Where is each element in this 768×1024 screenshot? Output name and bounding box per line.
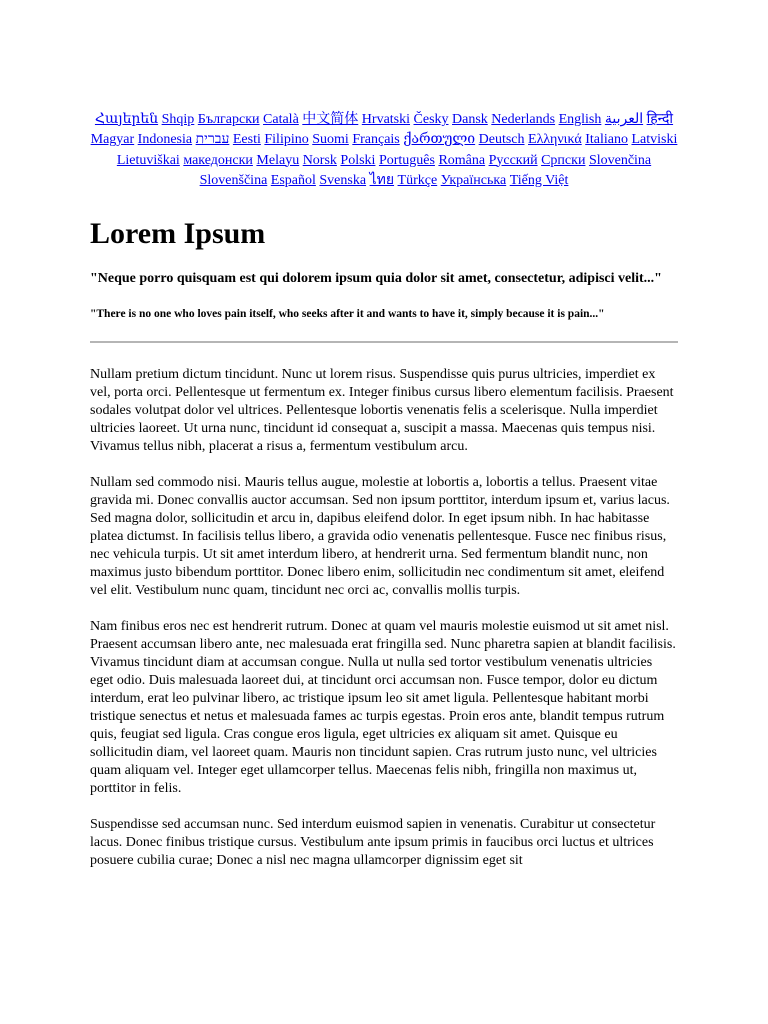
language-link[interactable]: Slovenčina bbox=[588, 152, 652, 168]
divider bbox=[90, 341, 678, 343]
language-link[interactable]: Latviski bbox=[631, 132, 678, 148]
latin-quote: "Neque porro quisquam est qui dolorem ipsum quia dolor sit amet, consectetur, adipisci velit..." bbox=[90, 271, 662, 287]
language-link[interactable]: Español bbox=[270, 172, 316, 188]
language-link[interactable]: Tiếng Việt bbox=[509, 172, 569, 188]
language-link[interactable]: עברית bbox=[195, 132, 230, 148]
body-paragraph: Nam finibus eros nec est hendrerit rutrum. Donec at quam vel mauris molestie euismod ut sit amet nisl. Praesent accumsan libero ante, nec malesuada erat fringilla sed. Nunc pharetra sapien at blandit facilisis. Vivamus tincidunt diam at accumsan congue. Nulla ut nulla sed tortor vestibulum venenatis ultricies eget odio. Duis malesuada laoreet dui, at tincidunt orci accumsan non. Fusce tempor, dolor eu dictum interdum, erat leo pulvinar libero, ac tristique ipsum leo sit amet ligula. Pellentesque habitant morbi tristique senectus et netus et malesuada fames ac turpis egestas. Proin eros ante, blandit tempus rutrum quis, feugiat sed ligula. Cras congue eros ligula, eget ultricies ex aliquam sit amet. Quisque eu sollicitudin diam, vel laoreet quam. Mauris non tincidunt sapien. Cras rutrum justo nunc, vel ultricies quam aliquam vel. Integer eget ullamcorper tellus. Maecenas felis nibh, fringilla non maximus ut, porttitor in felis. bbox=[90, 619, 676, 797]
language-link[interactable]: македонски bbox=[183, 152, 253, 168]
language-link[interactable]: Ελληνικά bbox=[528, 132, 582, 148]
language-link[interactable]: Polski bbox=[340, 152, 376, 168]
body-paragraph: Suspendisse sed accumsan nunc. Sed interdum euismod sapien in venenatis. Curabitur ut consectetur lacus. Donec finibus tristique cursus. Vestibulum ante ipsum primis in faucibus orci luctus et ultrices posuere cubilia curae; Donec a nisl nec magna ullamcorper dignissim eget sit bbox=[90, 817, 656, 869]
language-link[interactable]: 中文简体 bbox=[302, 112, 359, 127]
language-link[interactable]: ქართული bbox=[403, 132, 476, 148]
language-link[interactable]: العربية bbox=[604, 112, 644, 127]
page-title: Lorem Ipsum bbox=[90, 217, 266, 251]
english-quote: "There is no one who loves pain itself, who seeks after it and wants to have it, simply because it is pain..." bbox=[90, 308, 605, 321]
body-paragraph: Nullam pretium dictum tincidunt. Nunc ut lorem risus. Suspendisse quis purus ultricies, imperdiet ex vel, porta orci. Pellentesque ut fermentum ex. Integer finibus cursus libero elementum facilisis. Praesent sodales volutpat dolor vel ultrices. Pellentesque lobortis venenatis felis a scelerisque. Nulla imperdiet ultricies laoreet. Ut urna nunc, tincidunt id consequat a, suscipit a massa. Maecenas quis tempus nisi. Vivamus tellus nibh, placerat a risus a, fermentum vestibulum arcu. bbox=[90, 367, 674, 455]
language-link[interactable]: Pусский bbox=[488, 152, 538, 168]
language-link[interactable]: Norsk bbox=[302, 152, 337, 168]
language-link[interactable]: Eesti bbox=[232, 132, 261, 148]
language-link[interactable]: Dansk bbox=[452, 112, 488, 127]
language-link[interactable]: Српски bbox=[541, 152, 586, 168]
language-link[interactable]: Magyar bbox=[90, 132, 135, 148]
language-links bbox=[90, 110, 678, 191]
language-link[interactable]: Nederlands bbox=[491, 112, 556, 127]
language-link[interactable]: Deutsch bbox=[478, 132, 525, 148]
language-link[interactable]: Filipino bbox=[264, 132, 309, 148]
language-link[interactable]: Česky bbox=[413, 112, 449, 127]
language-link[interactable]: Català bbox=[263, 112, 299, 127]
language-link[interactable]: Български bbox=[197, 112, 260, 127]
language-link[interactable]: Հայերեն bbox=[94, 112, 159, 127]
language-link[interactable]: Français bbox=[352, 132, 400, 148]
language-link[interactable]: Türkçe bbox=[397, 172, 438, 188]
language-link[interactable]: Melayu bbox=[256, 152, 300, 168]
language-link[interactable]: Українська bbox=[440, 172, 507, 188]
language-link[interactable]: Slovenščina bbox=[199, 172, 268, 188]
language-link[interactable]: Româna bbox=[438, 152, 486, 168]
language-link[interactable]: Português bbox=[378, 152, 435, 168]
language-link[interactable]: Suomi bbox=[312, 132, 349, 148]
language-link[interactable]: ไทย bbox=[369, 172, 395, 188]
language-link[interactable]: English bbox=[558, 112, 602, 127]
language-link[interactable]: Hrvatski bbox=[361, 112, 411, 127]
language-link[interactable]: Svenska bbox=[319, 172, 367, 188]
language-link[interactable]: Lietuviškai bbox=[116, 152, 180, 168]
language-link[interactable]: हिन्दी bbox=[646, 112, 674, 127]
body-paragraph: Nullam sed commodo nisi. Mauris tellus augue, molestie at lobortis a, lobortis a tellus. Praesent vitae gravida mi. Donec convallis auctor accumsan. Sed non ipsum porttitor, interdum ipsum et, varius lacus. Sed magna dolor, sollicitudin et arcu in, dapibus eleifend dolor. In eget ipsum nibh. In hac habitasse platea dictumst. In facilisis tellus libero, a gravida odio venenatis pellentesque. Fusce nec finibus risus, nec vehicula turpis. Ut sit amet interdum libero, at hendrerit urna. Sed fermentum blandit nunc, non maximus justo bibendum porttitor. Donec libero enim, sollicitudin nec condimentum sit amet, eleifend vel elit. Vestibulum nunc quam, tincidunt nec orci ac, convallis mollis turpis. bbox=[90, 475, 670, 599]
language-link[interactable]: Indonesia bbox=[137, 132, 193, 148]
lorem-paragraphs bbox=[90, 366, 678, 870]
language-link[interactable]: Shqip bbox=[161, 112, 195, 127]
language-link[interactable]: Italiano bbox=[585, 132, 628, 148]
